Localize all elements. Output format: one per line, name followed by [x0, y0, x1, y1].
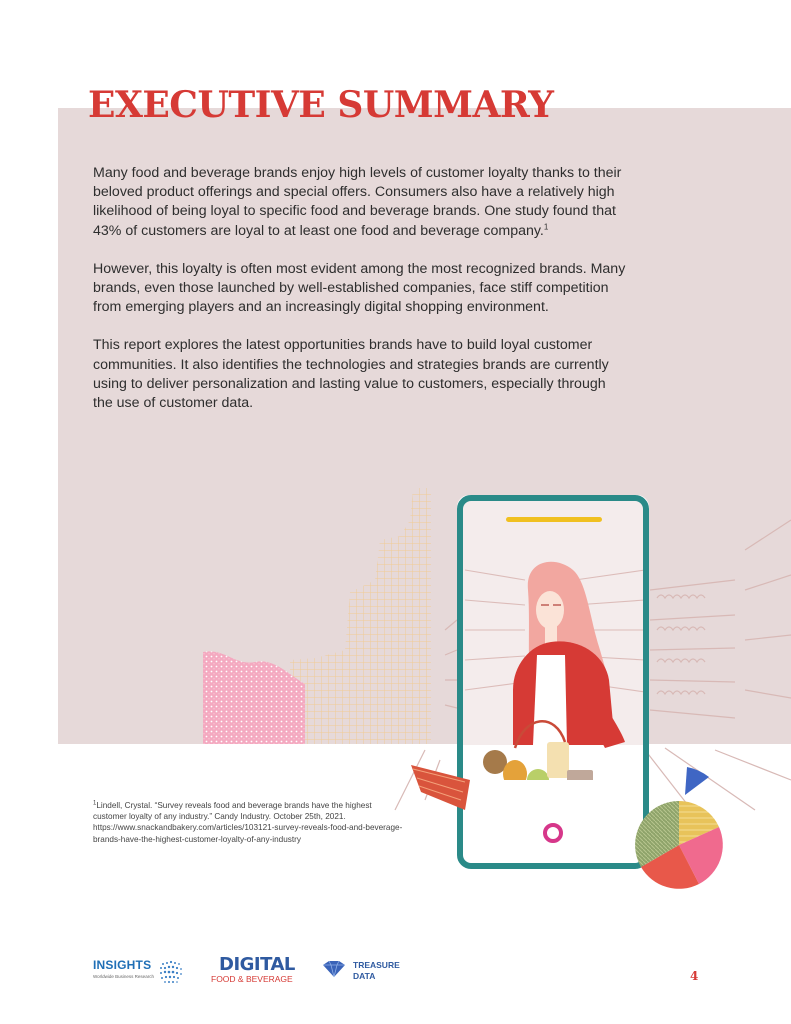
footer-logos: [93, 950, 433, 990]
footnote-text: Lindell, Crystal. “Survey reveals food and beverage brands have the highest customer loyalty of any industry.” Candy Industry. October 25th, 2021. https://www.snackandbakery.com/articles/103121-survey-reveals-food-and-beverage-brands-have-the-highest-customer-loyalty-of-any-industry: [93, 801, 403, 844]
footnote-marker: 1: [93, 800, 97, 807]
digital-food-beverage-logo: [211, 954, 301, 988]
paragraph-1: [93, 164, 628, 241]
grid-chart-icon: [290, 488, 431, 744]
digital-logo-sub: FOOD & BEVERAGE: [211, 974, 293, 984]
insights-logo-text: INSIGHTS: [93, 958, 152, 972]
footnote: [93, 800, 403, 845]
diamond-icon: [321, 960, 347, 978]
paragraph-2: However, this loyalty is often most evident among the most recognized brands. Many brands, even those launched by well-established companies, face stiff competition from emerging players and an increasingly digital shopping environment.: [93, 260, 626, 316]
body-text: [93, 164, 628, 432]
paragraph-3: This report explores the latest opportunities brands have to build loyal customer communities. It also identifies the technologies and strategies brands are currently using to deliver personalization and lasting value to customers, especially through the use of customer data.: [93, 337, 609, 412]
treasure-line2: DATA: [353, 971, 376, 981]
treasure-line1: TREASURE: [353, 960, 400, 970]
phone-icon: [457, 495, 649, 870]
globe-dots-icon: [157, 958, 187, 988]
page-number: 4: [690, 969, 699, 983]
page-title: EXECUTIVE SUMMARY: [88, 84, 554, 126]
insights-tagline: Worldwide Business Research: [93, 974, 154, 979]
insights-logo: [93, 958, 193, 986]
paragraph-1-text: Many food and beverage brands enjoy high levels of customer loyalty thanks to their beloved product offerings and special offers. Consumers also have a relatively high likelihood of being loyal to specific food and beverage brands. One study found that 43% of customers are loyal to at least one food and beverage company.: [93, 165, 622, 239]
digital-logo-text: DIGITAL: [219, 954, 295, 975]
footnote-ref: 1: [543, 221, 549, 231]
dotted-area-shape: [203, 651, 305, 744]
treasure-data-logo: [321, 958, 431, 986]
